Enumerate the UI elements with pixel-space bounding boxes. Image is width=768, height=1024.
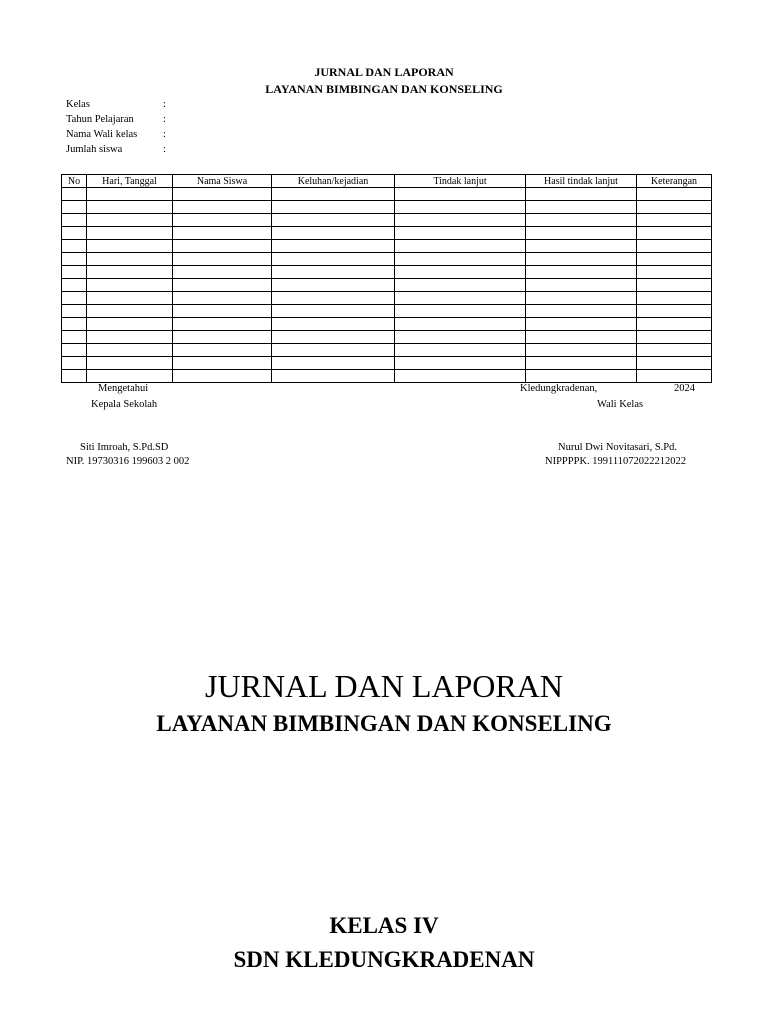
table-row [62,279,712,292]
table-cell [62,344,87,357]
table-cell [62,292,87,305]
table-cell [272,370,395,383]
table-cell [87,331,173,344]
cover-class: KELAS IV [329,913,439,938]
table-cell [637,214,712,227]
table-row [62,344,712,357]
table-body [62,188,712,383]
table-cell [272,201,395,214]
table-cell [62,253,87,266]
column-header-no: No [62,175,87,188]
table-cell [272,331,395,344]
column-header-tindak-lanjut: Tindak lanjut [395,175,526,188]
table-cell [87,305,173,318]
table-cell [637,266,712,279]
table-cell [272,305,395,318]
table-cell [526,370,637,383]
table-cell [173,188,272,201]
table-cell [637,227,712,240]
table-row [62,292,712,305]
table-cell [272,279,395,292]
table-cell [272,344,395,357]
table-cell [173,331,272,344]
table-cell [637,344,712,357]
table-cell [173,305,272,318]
cover-title: JURNAL DAN LAPORAN [205,668,563,704]
table-cell [173,344,272,357]
table-cell [637,370,712,383]
table-cell [526,240,637,253]
principal-role: Kepala Sekolah [91,399,158,410]
table-row [62,370,712,383]
table-cell [87,344,173,357]
table-cell [395,357,526,370]
table-cell [87,227,173,240]
table-cell [272,292,395,305]
info-label-nama-wali-kelas: Nama Wali kelas [66,129,138,140]
table-cell [62,357,87,370]
cover-school: SDN KLEDUNGKRADENAN [233,947,535,972]
table-cell [173,370,272,383]
table-cell [272,214,395,227]
table-cell [87,279,173,292]
table-cell [637,305,712,318]
table-cell [395,201,526,214]
table-cell [637,201,712,214]
table-header-row [62,175,712,188]
table-cell [173,201,272,214]
table-cell [173,292,272,305]
table-cell [272,240,395,253]
table-cell [526,344,637,357]
principal-name: Siti Imroah, S.Pd.SD [80,442,169,453]
table-cell [173,240,272,253]
table-cell [87,266,173,279]
table-cell [526,318,637,331]
table-cell [87,214,173,227]
table-cell [395,370,526,383]
table-cell [87,240,173,253]
table-cell [637,318,712,331]
table-cell [395,305,526,318]
table-cell [272,266,395,279]
table-cell [87,370,173,383]
table-cell [395,331,526,344]
table-cell [395,266,526,279]
homeroom-name: Nurul Dwi Novitasari, S.Pd. [558,442,677,453]
journal-title: JURNAL DAN LAPORAN [314,65,454,79]
homeroom-nip: NIPPPPK. 199111072022212022 [545,456,686,467]
table-cell [526,292,637,305]
year-text: 2024 [674,383,695,394]
info-colon: : [163,144,166,155]
table-cell [62,188,87,201]
table-cell [87,292,173,305]
table-cell [62,305,87,318]
table-cell [637,292,712,305]
column-header-keterangan: Keterangan [637,175,712,188]
table-cell [62,201,87,214]
table-cell [526,357,637,370]
table-cell [62,227,87,240]
table-cell [526,279,637,292]
table-cell [173,266,272,279]
table-cell [62,370,87,383]
table-cell [395,227,526,240]
column-header-hasil: Hasil tindak lanjut [526,175,637,188]
table-cell [62,331,87,344]
table-cell [637,240,712,253]
table-cell [395,318,526,331]
table-cell [62,266,87,279]
acknowledge-text: Mengetahui [98,383,149,394]
column-header-keluhan: Keluhan/kejadian [272,175,395,188]
table-row [62,253,712,266]
table-cell [173,318,272,331]
place-text: Kledungkradenan, [520,383,598,394]
table-cell [395,214,526,227]
table-cell [62,279,87,292]
table-cell [87,357,173,370]
table-row [62,214,712,227]
table-cell [395,344,526,357]
table-cell [173,227,272,240]
table-cell [395,292,526,305]
table-cell [87,253,173,266]
cover-subtitle: LAYANAN BIMBINGAN DAN KONSELING [156,711,612,736]
info-colon: : [163,114,166,125]
column-header-nama-siswa: Nama Siswa [173,175,272,188]
table-row [62,227,712,240]
table-cell [62,318,87,331]
table-row [62,201,712,214]
table-cell [637,188,712,201]
table-cell [526,331,637,344]
column-header-hari-tanggal: Hari, Tanggal [87,175,173,188]
table-cell [526,227,637,240]
table-cell [637,279,712,292]
table-cell [637,331,712,344]
table-cell [173,357,272,370]
table-cell [62,214,87,227]
table-cell [526,188,637,201]
principal-nip: NIP. 19730316 199603 2 002 [66,456,190,467]
info-label-kelas: Kelas [66,99,90,110]
table-cell [637,253,712,266]
table-cell [526,253,637,266]
info-label-tahun-pelajaran: Tahun Pelajaran [66,114,134,125]
table-cell [395,240,526,253]
table-cell [395,188,526,201]
table-row [62,331,712,344]
table-cell [272,227,395,240]
table-cell [173,253,272,266]
table-cell [526,214,637,227]
table-cell [526,201,637,214]
table-cell [272,357,395,370]
table-cell [173,279,272,292]
table-cell [173,214,272,227]
table-row [62,188,712,201]
table-cell [87,318,173,331]
table-row [62,266,712,279]
table-cell [272,253,395,266]
table-row [62,318,712,331]
table-cell [87,188,173,201]
table-cell [62,240,87,253]
info-colon: : [163,99,166,110]
info-label-jumlah-siswa: Jumlah siswa [66,144,123,155]
homeroom-role: Wali Kelas [597,399,644,410]
table-cell [272,188,395,201]
info-colon: : [163,129,166,140]
journal-table [61,174,712,383]
table-row [62,305,712,318]
table-cell [526,305,637,318]
table-row [62,240,712,253]
table-cell [272,318,395,331]
table-cell [637,357,712,370]
table-row [62,357,712,370]
table-cell [526,266,637,279]
table-cell [87,201,173,214]
table-cell [395,279,526,292]
table-cell [395,253,526,266]
journal-subtitle: LAYANAN BIMBINGAN DAN KONSELING [265,82,503,96]
